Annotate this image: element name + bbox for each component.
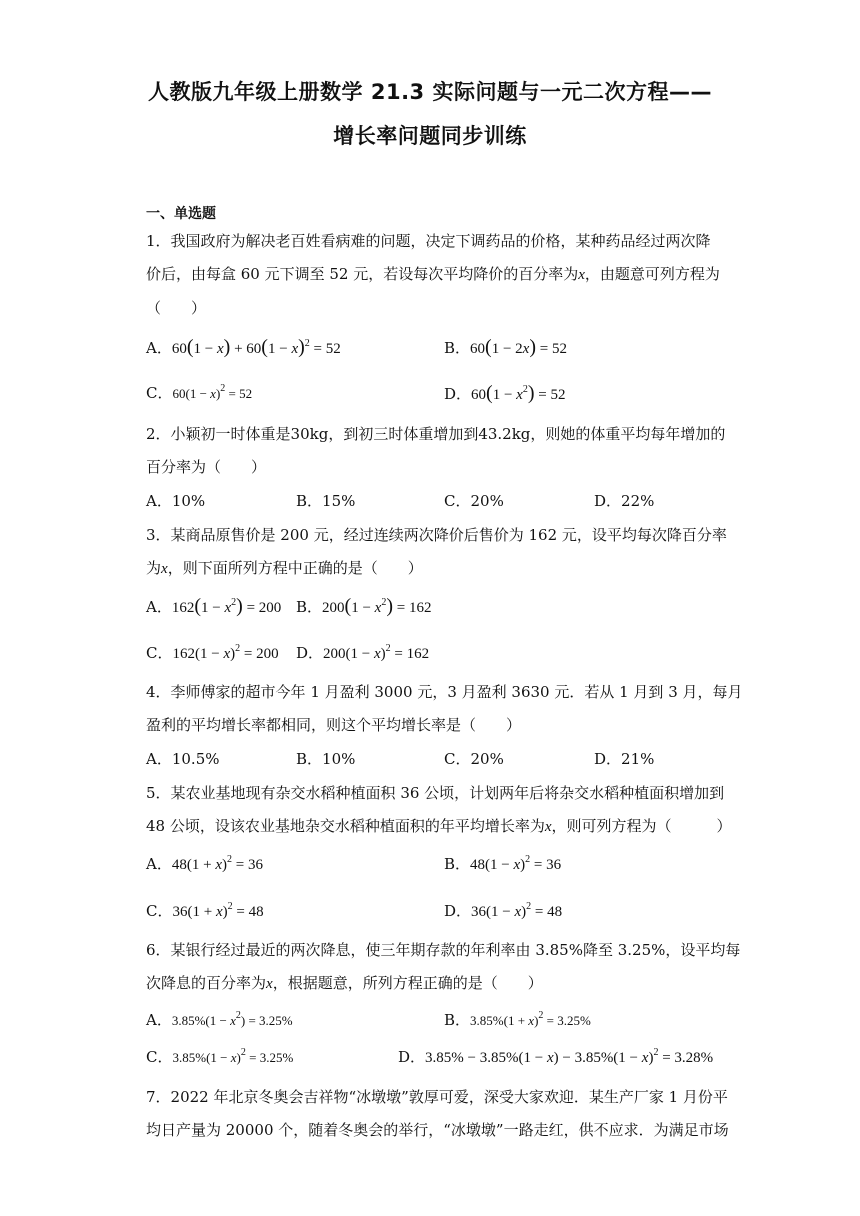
q6-option-d[interactable]: D．$3.85\% - 3.85\%(1 - x) - 3.85\%(1 - x)^2 = 3.28\%$ xyxy=(398,1047,714,1066)
q6-option-a[interactable]: A．$3.85\%(1 - x^2) = 3.25\%$ xyxy=(146,1010,293,1029)
q5-option-c[interactable]: C．$36(1 + x)^2 = 48$ xyxy=(146,901,264,920)
q4-option-b[interactable]: B．10% xyxy=(296,750,356,768)
q4-option-d[interactable]: D．21% xyxy=(594,750,655,768)
q1-line-2: 价后，由每盒 60 元下调至 52 元，若设每次平均降价的百分率为x，由题意可列方程为 xyxy=(146,265,720,283)
q1-line-3: （ ） xyxy=(146,299,207,317)
q7-line-1: 7．2022 年北京冬奥会吉祥物“冰墩墩”敦厚可爱，深受大家欢迎．某生产厂家 1 月份平 xyxy=(146,1088,728,1106)
q1-option-b[interactable]: B．60(1 − 2x) = 52 xyxy=(444,336,567,358)
q6-line-1: 6．某银行经过最近的两次降息，使三年期存款的年利率由 3.85%降至 3.25%，设平均每 xyxy=(146,941,741,959)
q5-line-1: 5．某农业基地现有杂交水稻种植面积 36 公顷，计划两年后将杂交水稻种植面积增加到 xyxy=(146,784,725,802)
q4-option-a[interactable]: A．10.5% xyxy=(146,750,220,768)
q2-line-1: 2．小颖初一时体重是30kg，到初三时体重增加到43.2kg，则她的体重平均每年增加的 xyxy=(146,425,726,443)
q2-option-a[interactable]: A．10% xyxy=(146,492,206,510)
q2-line-2: 百分率为（ ） xyxy=(146,458,267,476)
q3-line-1: 3．某商品原售价是 200 元，经过连续两次降价后售价为 162 元，设平均每次降百分率 xyxy=(146,526,727,544)
q6-option-c[interactable]: C．$3.85\%(1 - x)^2 = 3.25\%$ xyxy=(146,1047,294,1066)
q6-line-2: 次降息的百分率为x，根据题意，所列方程正确的是（ ） xyxy=(146,974,543,992)
q4-line-2: 盈利的平均增长率都相同，则这个平均增长率是（ ） xyxy=(146,716,522,734)
q6-option-b[interactable]: B．$3.85\%(1 + x)^2 = 3.25\%$ xyxy=(444,1010,591,1029)
q3-option-d[interactable]: D．$200(1 - x)^2 = 162$ xyxy=(296,643,430,662)
q3-option-b[interactable]: B．$200(1 - x^2) = 162$ xyxy=(296,595,432,617)
q4-option-c[interactable]: C．20% xyxy=(444,750,504,768)
q7-line-2: 均日产量为 20000 个，随着冬奥会的举行，“冰墩墩”一路走红，供不应求．为满足市场 xyxy=(146,1121,729,1139)
q3-line-2: 为x，则下面所列方程中正确的是（ ） xyxy=(146,559,423,577)
q2-option-c[interactable]: C．20% xyxy=(444,492,504,510)
q3-option-a[interactable]: A．$162(1 - x^2) = 200$ xyxy=(146,595,282,617)
q5-line-2: 48 公顷，设该农业基地杂交水稻种植面积的年平均增长率为x，则可列方程为（ ） xyxy=(146,817,732,835)
doc-title-line-1: 人教版九年级上册数学 21.3 实际问题与一元二次方程—— xyxy=(148,80,712,104)
section-heading: 一、单选题 xyxy=(146,206,216,222)
q1-option-d[interactable]: D．$60(1 - x^2) = 52$ xyxy=(444,382,566,404)
q2-option-b[interactable]: B．15% xyxy=(296,492,356,510)
doc-title-line-2: 增长率问题同步训练 xyxy=(333,124,527,148)
q5-option-d[interactable]: D．$36(1 - x)^2 = 48$ xyxy=(444,901,563,920)
q3-option-c[interactable]: C．$162(1 - x)^2 = 200$ xyxy=(146,643,279,662)
q5-option-a[interactable]: A．$48(1 + x)^2 = 36$ xyxy=(146,854,263,873)
q1-line-1: 1．我国政府为解决老百姓看病难的问题，决定下调药品的价格，某种药品经过两次降 xyxy=(146,232,711,250)
q5-option-b[interactable]: B．$48(1 - x)^2 = 36$ xyxy=(444,854,562,873)
q1-option-a[interactable]: A．$60(1 - x) + 60(1 - x)^2 = 52$ xyxy=(146,336,341,358)
q2-option-d[interactable]: D．22% xyxy=(594,492,655,510)
q4-line-1: 4．李师傅家的超市今年 1 月盈利 3000 元，3 月盈利 3630 元．若从 1 月到 3 月，每月 xyxy=(146,683,743,701)
q1-option-c[interactable]: C．$60(1 - x)^2 = 52$ xyxy=(146,383,253,402)
